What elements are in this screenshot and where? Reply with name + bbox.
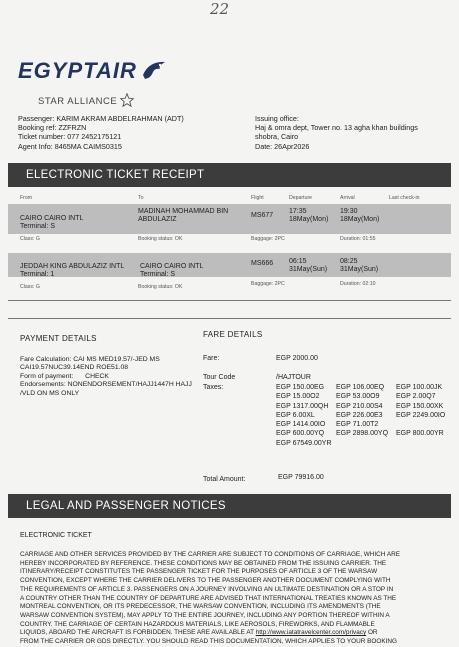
booking-ref: Booking ref: ZZFRZN <box>18 123 87 133</box>
tax-item: EGP 53.00O9 <box>336 393 380 401</box>
segment-1-to: MADINAH MOHAMMAD BIN ABDULAZIZ <box>138 208 229 224</box>
segment-2-flight: MS666 <box>251 260 274 267</box>
segment-2-to-city: CAIRO CAIRO INTL <box>140 263 204 270</box>
taxes-col-2 <box>336 383 388 439</box>
segment-1-departure <box>289 208 328 224</box>
tax-item: EGP 15.00O2 <box>276 393 320 401</box>
page-number-mark: 22 <box>210 0 230 18</box>
segment-2-to-terminal: Terminal: S <box>140 271 176 279</box>
segment-2-arrival <box>340 258 378 274</box>
tax-item: EGP 71.00T2 <box>336 421 379 429</box>
fare-label: Fare: <box>203 355 220 362</box>
tax-item: EGP 2898.00YQ <box>336 430 389 438</box>
tour-code-label: Tour Code <box>203 374 236 381</box>
segment-1-flight: MS677 <box>251 212 274 219</box>
horus-icon <box>141 59 167 81</box>
legal-title-bar <box>8 494 451 518</box>
fare-value: EGP 2000.00 <box>276 355 318 362</box>
issue-date: Date: 26Apr2026 <box>255 141 310 151</box>
total-value: EGP 79916.00 <box>278 474 324 481</box>
segment-1-arrival <box>340 208 379 224</box>
tour-code-value: /HAJTOUR <box>276 374 311 381</box>
legal-line: ITINERARY/RECEIPT CONSTITUTES THE PASSENGER TICKET FOR THE PURPOSES OF ARTICLE 3 OF THE WARSAW <box>20 568 378 576</box>
payment-block <box>20 356 200 398</box>
alliance-label <box>38 93 134 107</box>
tax-item: EGP 2.00Q7 <box>396 393 436 401</box>
col-to: To <box>138 195 144 201</box>
divider-2 <box>8 318 451 319</box>
legal-notice-text <box>20 551 446 647</box>
passenger-name: Passenger: KARIM AKRAM ABDELRAHMAN (ADT) <box>18 114 184 123</box>
taxes-label: Taxes: <box>203 384 224 391</box>
tax-item: EGP 600.00YQ <box>276 430 325 438</box>
segment-1-from <box>20 215 135 231</box>
col-flight: Flight <box>251 195 264 201</box>
segment-2-departure <box>289 258 327 274</box>
tax-item: EGP 210.00S4 <box>336 402 383 410</box>
legal-line: CARRIAGE AND OTHER SERVICES PROVIDED BY THE CARRIER ARE SUBJECT TO CONDITIONS OF CARRIAGE, WHICH ARE <box>20 551 400 558</box>
form-of-payment <box>20 373 200 381</box>
legal-line: CONVENTION, EXCEPT WHERE THE CARRIER DELIVERS TO THE PASSENGER ANOTHER DOCUMENT COMPLYING WITH <box>20 577 391 585</box>
receipt-title-bar <box>8 163 451 187</box>
ticket-number: Ticket number: 077 2452175121 <box>18 132 122 142</box>
tax-item: EGP 150.00EG <box>276 384 325 391</box>
legal-line: LIQUIDS, ABOARD THE AIRCRAFT IS FORBIDDEN. THESE ARE AVAILABLE AT <box>20 629 254 637</box>
segment-2-baggage: Baggage: 2PC <box>251 281 285 287</box>
legal-line: MONTREAL CONVENTION, OR ITS PREDECESSOR, THE WARSAW CONVENTION, INCLUDING ITS AMENDMENTS (THE <box>20 603 381 611</box>
tax-item: EGP 800.00YR <box>396 430 444 438</box>
tax-item: EGP 6.00XL <box>276 411 315 419</box>
tax-item: EGP 226.00E3 <box>336 411 383 419</box>
segment-2-duration: Duration: 02:10 <box>340 281 376 287</box>
issuing-office-block <box>255 114 455 151</box>
receipt-title: ELECTRONIC TICKET RECEIPT <box>26 169 205 181</box>
segment-2-dep-date: 31May(Sun) <box>289 266 328 274</box>
endorsements-line2: /VLD ON MS ONLY <box>20 389 80 397</box>
brand-name: EGYPTAIR <box>18 58 137 83</box>
segment-1-dep-time: 17:35 <box>289 208 307 215</box>
total-label: Total Amount: <box>203 476 246 483</box>
tax-item <box>396 420 445 429</box>
segment-1-arr-time: 19:30 <box>340 208 358 215</box>
tax-item: EGP 1317.00QH <box>276 402 329 410</box>
payment-details-title: PAYMENT DETAILS <box>20 334 97 343</box>
segment-1-dep-date: 18May(Mon) <box>289 216 329 224</box>
segment-1-from-city: CAIRO CAIRO INTL <box>20 215 84 222</box>
form-of-payment-value: CHECK <box>85 372 109 380</box>
endorsements-line1: Endorsements: NONENDORSEMENT/HAJJ1447H HAJJ <box>20 381 192 389</box>
segment-1-baggage: Baggage: 2PC <box>251 236 285 242</box>
segment-2-arr-time: 08:25 <box>340 258 358 265</box>
egyptair-logo <box>18 58 167 84</box>
form-of-payment-label: Form of payment: <box>20 372 74 380</box>
alliance-text: STAR ALLIANCE <box>38 96 118 107</box>
privacy-link[interactable]: http://www.iatatravelcenter.com/privacy <box>255 629 367 637</box>
legal-link-suffix: OR <box>366 629 378 637</box>
col-last-checkin: Last check-in <box>389 195 420 201</box>
legal-line: HEREBY INCORPORATED BY REFERENCE. THESE CONDITIONS MAY BE OBTAINED FROM THE ISSUING CARRIER. THE <box>20 559 387 567</box>
legal-line-with-link <box>20 629 446 638</box>
segment-2-from-city: JEDDAH KING ABDULAZIZ INTL <box>20 263 125 270</box>
segment-2-dep-time: 06:15 <box>289 258 307 265</box>
legal-line: COUNTRY. THE CARRIAGE OF CERTAIN HAZARDOUS MATERIALS, LIKE AEROSOLS, FIREWORKS, AND FLAMMABLE <box>20 620 375 628</box>
issuing-office-line2: shobra, Cairo <box>255 132 299 142</box>
segment-1-duration: Duration: 01:55 <box>340 236 376 242</box>
segment-1-from-terminal: Terminal: S <box>20 223 56 231</box>
tax-item: EGP 2249.00IO <box>396 411 446 419</box>
fare-details-title: FARE DETAILS <box>203 330 263 339</box>
col-departure: Departure <box>289 195 313 201</box>
taxes-col-1 <box>276 383 332 448</box>
legal-line: A COUNTRY OTHER THAN THE COUNTRY OF DEPARTURE ARE ADVISED THAT INTERNATIONAL TREATIES KNOWN AS THE <box>20 594 397 602</box>
passenger-block <box>18 114 184 151</box>
taxes-col-3 <box>396 383 445 439</box>
fare-calc-line2: CAI19.57NUC39.14END ROE51.08 <box>20 364 129 372</box>
tax-item: EGP 1414.00IO <box>276 421 326 429</box>
segment-1-class: Class: G <box>20 236 40 242</box>
segment-1-arr-date: 18May(Mon) <box>340 216 380 224</box>
legal-line: THE REQUIREMENTS OF ARTICLE 3. PASSENGERS ON A JOURNEY INVOLVING AN ULTIMATE DESTINATION OR A STOP IN <box>20 585 394 593</box>
star-alliance-icon <box>120 93 134 107</box>
segment-2-class: Class: G <box>20 284 40 290</box>
tax-item: EGP 67549.00YR <box>276 439 332 447</box>
agent-info: Agent Info: 8465MA CAIMS0315 <box>18 141 122 151</box>
segment-2-arr-date: 31May(Sun) <box>340 266 379 274</box>
legal-subtitle: ELECTRONIC TICKET <box>20 532 92 539</box>
segment-1-status: Booking status: OK <box>138 236 183 242</box>
divider-1 <box>8 300 451 301</box>
col-from: From <box>20 195 33 201</box>
col-arrival: Arrival <box>340 195 355 201</box>
legal-title: LEGAL AND PASSENGER NOTICES <box>26 500 226 512</box>
issuing-office-line1: Haj & omra dept, Tower no. 13 agha khan buildings <box>255 123 418 133</box>
tax-item: EGP 106.00EQ <box>336 384 385 391</box>
segment-2-from-terminal: Terminal: 1 <box>20 271 55 279</box>
issuing-office-label: Issuing office: <box>255 114 299 123</box>
segment-2-from <box>20 263 138 279</box>
segment-2-status: Booking status: OK <box>138 284 183 290</box>
segment-2-to <box>140 263 250 279</box>
fare-calc-line1: Fare Calculation: CAI MS MED19.57/-JED MS <box>20 356 160 363</box>
tax-item: EGP 150.00XK <box>396 402 444 410</box>
legal-line: FROM THE CARRIER OR GDS DIRECTLY. YOU SHOULD READ THIS DOCUMENTATION, WHICH APPLIES TO YOUR BOOKING <box>20 638 397 646</box>
legal-line: WARSAW CONVENTION SYSTEM), MAY APPLY TO THE ENTIRE JOURNEY, INCLUDING ANY PORTION THEREOF WITHIN A <box>20 611 390 619</box>
tax-item: EGP 100.00JK <box>396 384 443 391</box>
